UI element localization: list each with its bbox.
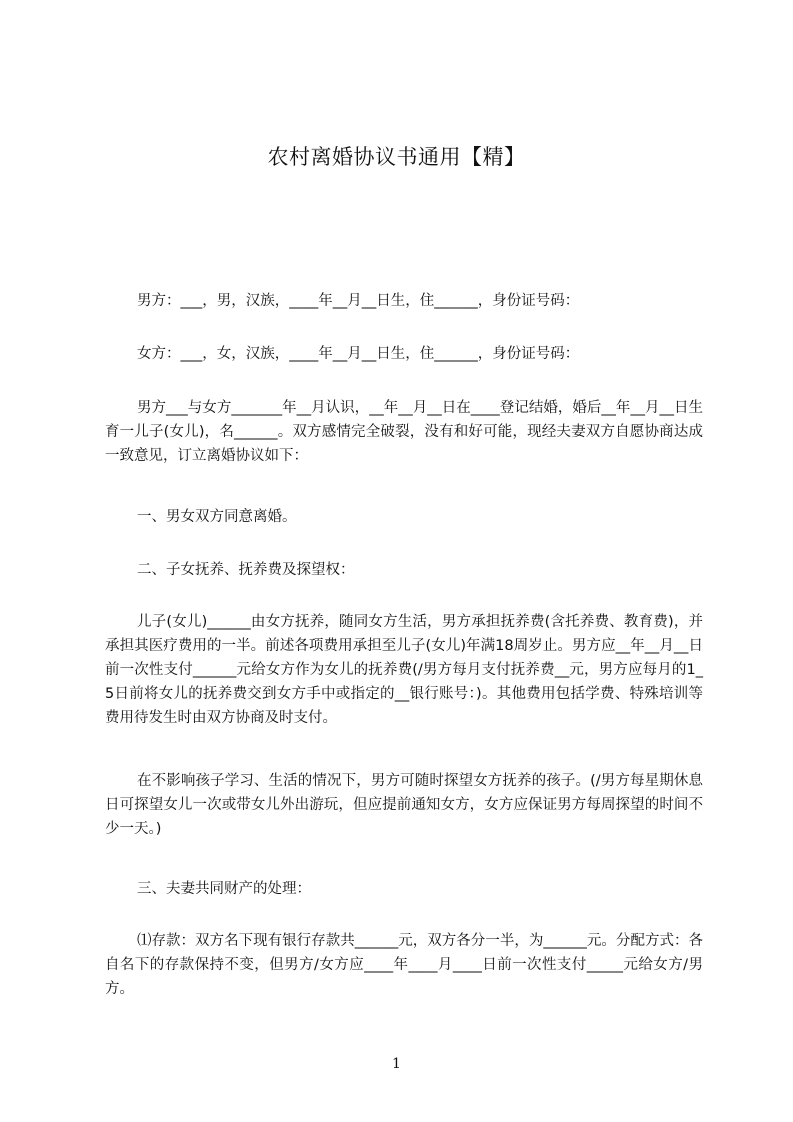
paragraph-visitation-rights: 在不影响孩子学习、生活的情况下，男方可随时探望女方抚养的孩子。(/男方每星期休息日可探望女儿一次或带女儿外出游玩，但应提前通知女方，女方应保证男方每周探望的时间不少一天。) [105,773,703,837]
section-heading-child-custody: 二、子女抚养、抚养费及探望权： [137,562,355,578]
paragraph-male-party: 男方：___，男，汉族，____年__月__日生，住______，身份证号码： [137,293,580,309]
paragraph-child-support: 儿子(女儿)______由女方抚养，随同女方生活，男方承担抚养费(含托养费、教育费)，并承担其医疗费用的一半。前述各项费用承担至儿子(女儿)年满18周岁止。男方应__年__月__日前一次性支付______元给女方作为女儿的抚养费(/男方每月支付抚养费__元，男方应每月的1_5日前将女儿的抚养费交到女方手中或指定的__银行账号：)。其他费用包括学费、特殊培训等费用待发生时由双方协商及时支付。 [105,614,703,726]
paragraph-savings-division: ⑴存款：双方名下现有银行存款共______元，双方各分一半，为______元。分配方式：各自名下的存款保持不变，但男方/女方应____年____月____日前一次性支付_____元给女方/男方。 [105,933,703,997]
paragraph-female-party: 女方：___，女，汉族，____年__月__日生，住______，身份证号码： [137,346,580,362]
section-heading-joint-property: 三、夫妻共同财产的处理： [137,881,311,897]
document-title: 农村离婚协议书通用【精】 [267,145,526,169]
section-heading-divorce-agreement: 一、男女双方同意离婚。 [137,509,297,525]
paragraph-marriage-background: 男方___与女方_______年__月认识，__年__月__日在____登记结婚，婚后__年__月__日生育一儿子(女儿)，名______。双方感情完全破裂，没有和好可能，现经夫妻双方自愿协商达成一致意见，订立离婚协议如下： [105,400,703,464]
page-number: 1 [392,1056,401,1072]
